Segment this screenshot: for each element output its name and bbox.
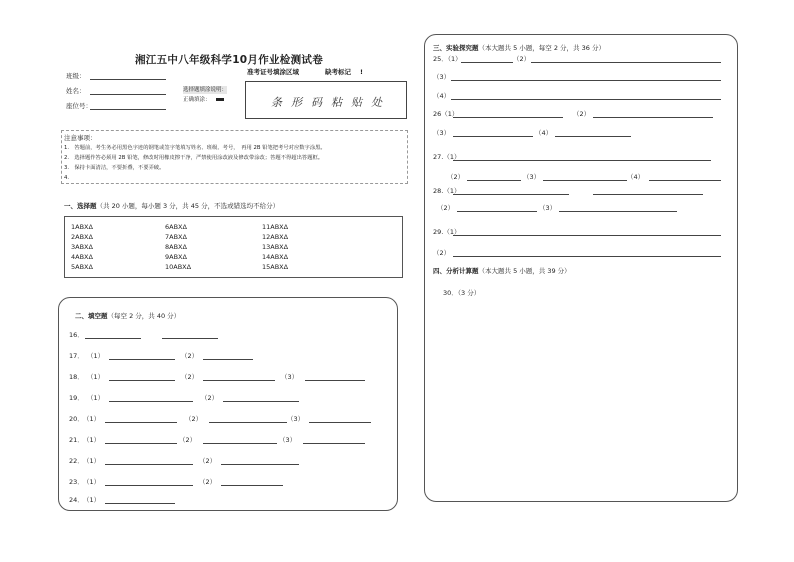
q28-blank-2[interactable] (457, 211, 537, 212)
q25-part3: （3） (433, 73, 451, 81)
q17-blank-2[interactable] (203, 359, 253, 360)
q17-part2: （2） (181, 352, 199, 360)
note-item: 1. 答题前，考生务必用黑色字迹的钢笔或签字笔填写姓名、班级、考号， 再用 2B 铅笔把考号对应数字涂黑。 (64, 145, 326, 151)
q25-blank-3[interactable] (451, 80, 721, 81)
page-title: 湘江五中八年级科学10月作业检测试卷 (135, 54, 324, 66)
q25-part4: （4） (433, 92, 451, 100)
note-item: 3. 保持卡面清洁，不要折叠，不要弄破。 (64, 165, 165, 171)
absent-mark-label: 缺考标记 (325, 68, 351, 76)
choice-item[interactable]: 3ABXΔ (71, 243, 93, 251)
choice-item[interactable]: 12ABXΔ (262, 233, 289, 241)
barcode-label: 条形码粘贴处 (271, 96, 391, 109)
q18-blank-3[interactable] (305, 380, 365, 381)
q30-answer-area[interactable] (433, 301, 727, 491)
q19-part2: （2） (201, 394, 219, 402)
q20-number: 20． (69, 415, 84, 423)
absent-mark-box[interactable]: ! (360, 68, 363, 76)
choice-item[interactable]: 8ABXΔ (165, 243, 187, 251)
q17-blank-1[interactable] (109, 359, 175, 360)
section3-heading (433, 44, 605, 52)
q30-label: 30．（3 分） (443, 289, 481, 297)
notes-title: 注意事项： (64, 134, 97, 142)
choice-answer-box (64, 216, 403, 278)
q26-part2: （2） (573, 110, 591, 118)
choice-item[interactable]: 10ABXΔ (165, 263, 192, 271)
q16-number: 16． (69, 331, 84, 339)
q25-part2: （2） (513, 55, 531, 63)
section4-heading (433, 267, 571, 275)
note-item: 4. (64, 175, 70, 181)
q23-part2: （2） (199, 478, 217, 486)
q22-blank-1[interactable] (105, 464, 193, 465)
q19-blank-1[interactable] (109, 401, 193, 402)
section2-heading (75, 312, 180, 320)
q26-part3: （3） (433, 129, 451, 137)
q18-part3: （3） (281, 373, 299, 381)
q29-blank-1[interactable] (453, 235, 721, 236)
q18-blank-2[interactable] (203, 380, 275, 381)
section2-desc: （每空 2 分，共 40 分） (107, 312, 181, 320)
q28-blank-3[interactable] (559, 211, 677, 212)
section4-title: 四、分析计算题 (433, 267, 479, 275)
q27-part1: 27.（1） (433, 153, 461, 161)
q28-blank-1[interactable] (453, 194, 569, 195)
q22-part2: （2） (199, 457, 217, 465)
q20-blank-3[interactable] (309, 422, 371, 423)
correct-fill-sample (216, 98, 224, 101)
q25-blank-4[interactable] (451, 99, 721, 100)
q24-part1: （1） (83, 496, 101, 504)
q19-blank-2[interactable] (223, 401, 299, 402)
q25-blank-1[interactable] (461, 62, 513, 63)
q20-blank-2[interactable] (209, 422, 287, 423)
correct-fill-label: 正确填涂： (183, 97, 211, 103)
q27-blank-2[interactable] (467, 180, 521, 181)
q24-blank-1[interactable] (105, 503, 175, 504)
q27-blank-1[interactable] (453, 160, 711, 161)
section1-desc: （共 20 小题，每小题 3 分，共 45 分，不选或错选均不给分） (96, 202, 280, 210)
note-item: 2. 选择题作答必须用 2B 铅笔，修改时用橡皮擦干净，严禁使用涂改液及修改带涂改；答题不得超出答题框。 (64, 155, 324, 161)
q21-blank-3[interactable] (303, 443, 365, 444)
choice-item[interactable]: 15ABXΔ (262, 263, 289, 271)
q20-part1: （1） (83, 415, 101, 423)
q23-blank-2[interactable] (221, 485, 283, 486)
q26-part4: （4） (535, 129, 553, 137)
q26-blank-3[interactable] (453, 136, 533, 137)
q28-part1: 28.（1） (433, 187, 461, 195)
q21-number: 21． (69, 436, 84, 444)
q29-part2: （2） (433, 249, 451, 257)
choice-item[interactable]: 7ABXΔ (165, 233, 187, 241)
q23-part1: （1） (83, 478, 101, 486)
q16-blank-1[interactable] (85, 338, 141, 339)
choice-item[interactable]: 2ABXΔ (71, 233, 93, 241)
q18-number: 18． (69, 373, 84, 381)
q28-blank-1b[interactable] (593, 194, 703, 195)
q28-part3: （3） (539, 204, 557, 212)
section1-title: 一、选择题 (64, 202, 97, 210)
q27-part4: （4） (627, 173, 645, 181)
q21-part2: （2） (179, 436, 197, 444)
q29-blank-2[interactable] (453, 256, 721, 257)
q20-part2: （2） (185, 415, 203, 423)
choice-item[interactable]: 4ABXΔ (71, 253, 93, 261)
q28-part2: （2） (437, 204, 455, 212)
q20-blank-1[interactable] (105, 422, 177, 423)
q27-blank-3[interactable] (543, 180, 627, 181)
choice-item[interactable]: 6ABXΔ (165, 223, 187, 231)
class-field[interactable] (90, 79, 166, 80)
q27-part3: （3） (523, 173, 541, 181)
q21-blank-2[interactable] (203, 443, 277, 444)
q18-part2: （2） (181, 373, 199, 381)
section3-desc: （本大题共 5 小题，每空 2 分，共 36 分） (478, 44, 605, 52)
choice-item[interactable]: 14ABXΔ (262, 253, 289, 261)
right-answer-section (424, 34, 738, 502)
choice-item[interactable]: 9ABXΔ (165, 253, 187, 261)
fill-blank-section (58, 297, 398, 511)
q18-blank-1[interactable] (109, 380, 175, 381)
q26-part1: 26（1） (433, 110, 459, 118)
section2-title: 二、填空题 (75, 312, 108, 320)
choice-item[interactable]: 13ABXΔ (262, 243, 289, 251)
q22-number: 22． (69, 457, 84, 465)
q21-part3: （3） (279, 436, 297, 444)
barcode-area (245, 81, 407, 119)
name-label: 姓名： (66, 87, 86, 95)
fill-instruction: 选择题填涂说明： (183, 87, 228, 93)
q25-part1: 25．（1） (433, 55, 462, 63)
section1-heading (64, 202, 279, 210)
q23-blank-1[interactable] (105, 485, 193, 486)
q18-part1: （1） (87, 373, 105, 381)
choice-item[interactable]: 11ABXΔ (262, 223, 289, 231)
q21-part1: （1） (83, 436, 101, 444)
q16-blank-2[interactable] (162, 338, 218, 339)
q19-number: 19． (69, 394, 84, 402)
exam-id-area-label: 准考证号填涂区域 (247, 68, 299, 76)
choice-item[interactable]: 1ABXΔ (71, 223, 93, 231)
q17-part1: （1） (87, 352, 105, 360)
q22-blank-2[interactable] (221, 464, 299, 465)
q25-blank-2[interactable] (531, 62, 721, 63)
class-label: 班级： (66, 72, 86, 80)
q26-blank-2[interactable] (593, 117, 713, 118)
q27-blank-4[interactable] (649, 180, 721, 181)
seat-field[interactable] (90, 109, 166, 110)
name-field[interactable] (90, 94, 166, 95)
seat-label: 座位号： (66, 102, 92, 110)
q27-part2: （2） (447, 173, 465, 181)
choice-item[interactable]: 5ABXΔ (71, 263, 93, 271)
q20-part3: （3） (287, 415, 305, 423)
q17-number: 17． (69, 352, 84, 360)
q21-blank-1[interactable] (105, 443, 177, 444)
q23-number: 23． (69, 478, 84, 486)
q29-part1: 29.（1） (433, 228, 461, 236)
section4-desc: （本大题共 5 小题，共 39 分） (478, 267, 571, 275)
notes-box (61, 130, 408, 184)
q22-part1: （1） (83, 457, 101, 465)
q24-number: 24． (69, 496, 84, 504)
section3-title: 三、实验探究题 (433, 44, 479, 52)
q26-blank-1[interactable] (453, 117, 563, 118)
q19-part1: （1） (87, 394, 105, 402)
q26-blank-4[interactable] (555, 136, 631, 137)
